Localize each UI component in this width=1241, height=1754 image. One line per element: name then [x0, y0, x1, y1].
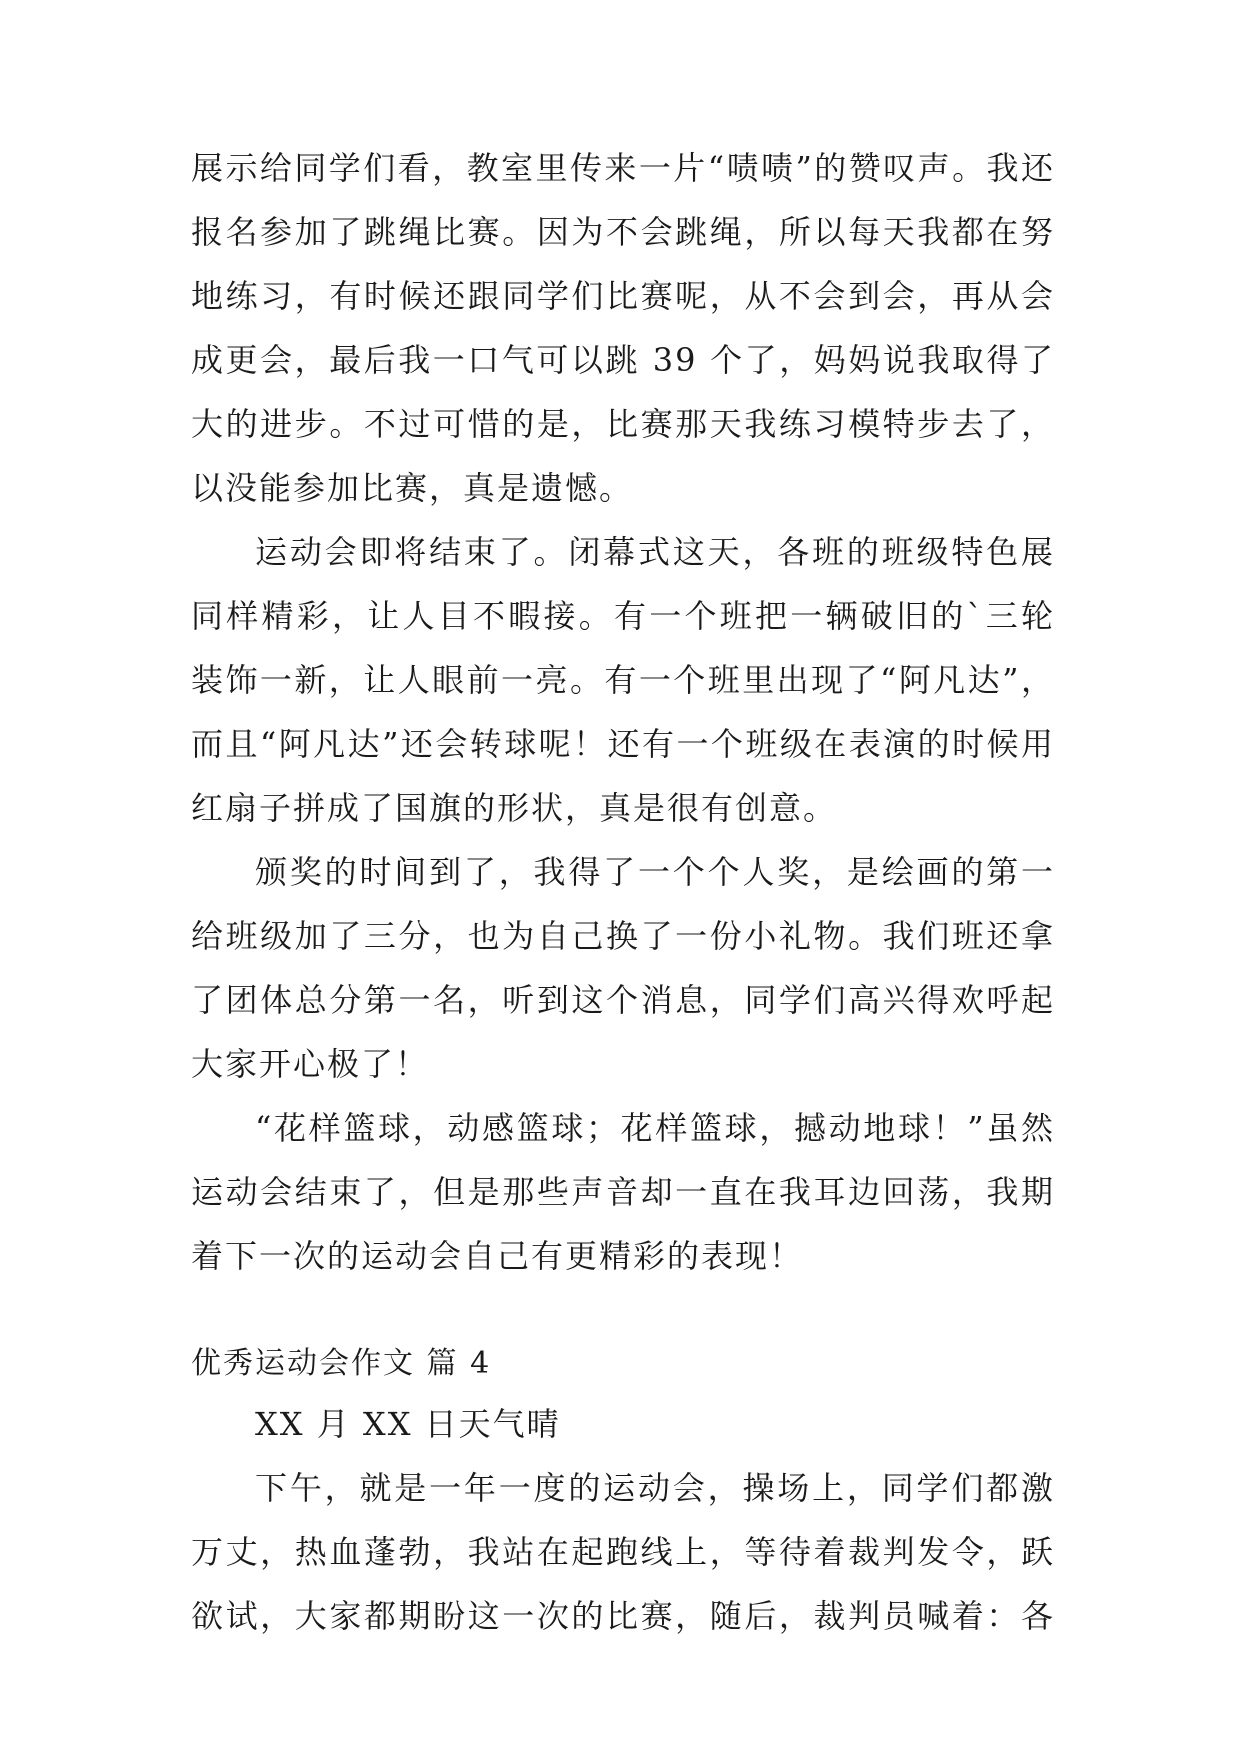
paragraph-line: 报名参加了跳绳比赛。因为不会跳绳，所以每天我都在努: [191, 213, 1055, 251]
paragraph-line: 了团体总分第一名，听到这个消息，同学们高兴得欢呼起: [191, 981, 1055, 1019]
paragraph-line: 以没能参加比赛，真是遗憾。: [191, 469, 634, 507]
paragraph-line: 红扇子拼成了国旗的形状，真是很有创意。: [191, 789, 838, 827]
paragraph-line: 给班级加了三分，也为自己换了一份小礼物。我们班还拿: [191, 917, 1055, 955]
paragraph-first-line: 颁奖的时间到了，我得了一个个人奖，是绘画的第一: [255, 853, 1055, 891]
paragraph-line: 而且“阿凡达”还会转球呢！还有一个班级在表演的时候用: [191, 725, 1055, 763]
paragraph-first-line: 运动会即将结束了。闭幕式这天，各班的班级特色展: [255, 533, 1055, 571]
section-title: 优秀运动会作文 篇 4: [191, 1346, 492, 1381]
paragraph-line: 大家开心极了！: [191, 1045, 430, 1083]
paragraph-line: 着下一次的运动会自己有更精彩的表现！: [191, 1237, 804, 1275]
date-line: XX 月 XX 日天气晴: [255, 1405, 561, 1443]
paragraph-line: 大的进步。不过可惜的是，比赛那天我练习模特步去了，: [191, 405, 1055, 443]
paragraph-first-line: 下午，就是一年一度的运动会，操场上，同学们都激: [255, 1469, 1055, 1507]
paragraph-line: 运动会结束了，但是那些声音却一直在我耳边回荡，我期: [191, 1173, 1055, 1211]
paragraph-line: 欲试，大家都期盼这一次的比赛，随后，裁判员喊着：各: [191, 1597, 1055, 1635]
paragraph-line: 展示给同学们看，教室里传来一片“啧啧”的赞叹声。我还: [191, 149, 1055, 187]
paragraph-line: 同样精彩，让人目不暇接。有一个班把一辆破旧的`三轮: [191, 597, 1055, 635]
paragraph-line: 地练习，有时候还跟同学们比赛呢，从不会到会，再从会: [191, 277, 1055, 315]
paragraph-line: 成更会，最后我一口气可以跳 39 个了，妈妈说我取得了: [191, 341, 1055, 379]
paragraph-first-line: “花样篮球，动感篮球；花样篮球，撼动地球！”虽然: [255, 1109, 1055, 1147]
paragraph-line: 万丈，热血蓬勃，我站在起跑线上，等待着裁判发令，跃: [191, 1533, 1055, 1571]
paragraph-line: 装饰一新，让人眼前一亮。有一个班里出现了“阿凡达”，: [191, 661, 1055, 699]
